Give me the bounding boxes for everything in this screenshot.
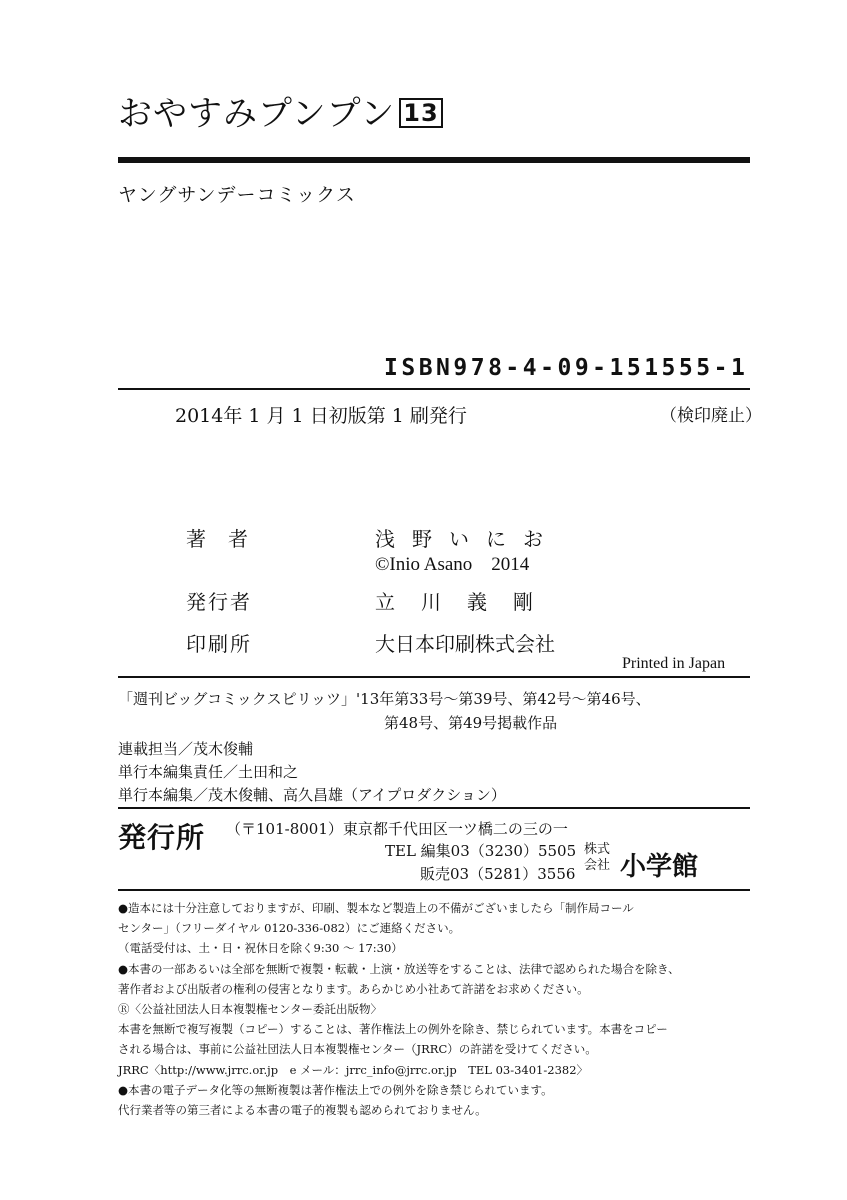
note-line: ●本書の電子データ化等の無断複製は著作権法上での例外を除き禁じられています。 <box>118 1082 553 1097</box>
printer-name: 大日本印刷株式会社 <box>375 632 555 656</box>
publisher-label: 発行所 <box>118 821 206 854</box>
seal-note: （検印廃止） <box>660 406 762 426</box>
isbn-divider <box>118 388 750 390</box>
editor-line: 連載担当／茂木俊輔 <box>118 740 254 758</box>
author-name: 浅野いにお <box>375 527 560 551</box>
note-line: ●造本には十分注意しておりますが、印刷、製本など製造上の不備がございましたら「制作局コール <box>118 901 634 915</box>
note-line: （電話受付は、土・日・祝休日を除く9:30 ～ 17:30） <box>118 941 403 956</box>
publisher-divider <box>118 889 750 891</box>
volume-number: 13 <box>399 98 442 128</box>
note-line: 本書を無断で複写複製（コピー）することは、著作権法上の例外を除き、禁じられています。本書をコピー <box>118 1022 668 1037</box>
isbn: ISBN978-4-09-151555-1 <box>384 355 749 381</box>
note-line: JRRC〈http://www.jrrc.or.jp e メール：jrrc_info@jrrc.or.jp TEL 03-3401-2382〉 <box>118 1062 589 1077</box>
corporation-type: 株式会社 <box>584 842 611 873</box>
tel-editorial: TEL 編集03（3230）5505 <box>385 842 577 860</box>
title-text: おやすみプンプン <box>118 94 396 134</box>
series-name: ヤングサンデーコミックス <box>118 184 356 206</box>
publisher-address: （〒101-8001）東京都千代田区一ツ橋二の三の一 <box>226 820 568 838</box>
publication-date: 2014年 1 月 1 日初版第 1 刷発行 <box>175 405 467 427</box>
copyright-line: ©Inio Asano 2014 <box>375 554 530 575</box>
note-line: 代行業者等の第三者による本書の電子的複製も認められておりません。 <box>118 1103 487 1118</box>
publisher-person: 立川義剛 <box>375 590 559 614</box>
editor-line: 単行本編集／茂木俊輔、高久昌雄（アイプロダクション） <box>118 786 506 804</box>
legal-notes <box>118 898 680 1120</box>
serialization-line-1: 「週刊ビッグコミックスピリッツ」'13年第33号～第39号、第42号～第46号、 <box>118 690 651 708</box>
credits-divider <box>118 676 750 678</box>
tel-sales: 販売03（5281）3556 <box>420 865 576 883</box>
note-line: ●本書の一部あるいは全部を無断で複製・転載・上演・放送等をすることは、法律で認められた場合を除き、 <box>118 961 680 976</box>
printer-label: 印刷所 <box>186 632 252 656</box>
publisher-person-label: 発行者 <box>186 590 252 614</box>
note-line: 著作者および出版者の権利の侵害となります。あらかじめ小社あて許諾をお求めください。 <box>118 981 589 996</box>
author-label: 著者 <box>186 527 270 551</box>
note-line: センター」（フリーダイヤル 0120-336-082）にご連絡ください。 <box>118 921 461 936</box>
note-line: Ⓡ〈公益社団法人日本複製権センター委託出版物〉 <box>118 1002 383 1017</box>
editors-divider <box>118 807 750 809</box>
note-line: される場合は、事前に公益社団法人日本複製権センター（JRRC）の許諾を受けてください。 <box>118 1042 597 1057</box>
publisher-logo-text: 小学館 <box>620 852 699 882</box>
book-title <box>118 86 443 135</box>
printed-in: Printed in Japan <box>622 655 726 672</box>
serialization-line-2: 第48号、第49号掲載作品 <box>384 714 558 732</box>
title-divider <box>118 157 750 163</box>
editor-line: 単行本編集責任／土田和之 <box>118 763 299 781</box>
